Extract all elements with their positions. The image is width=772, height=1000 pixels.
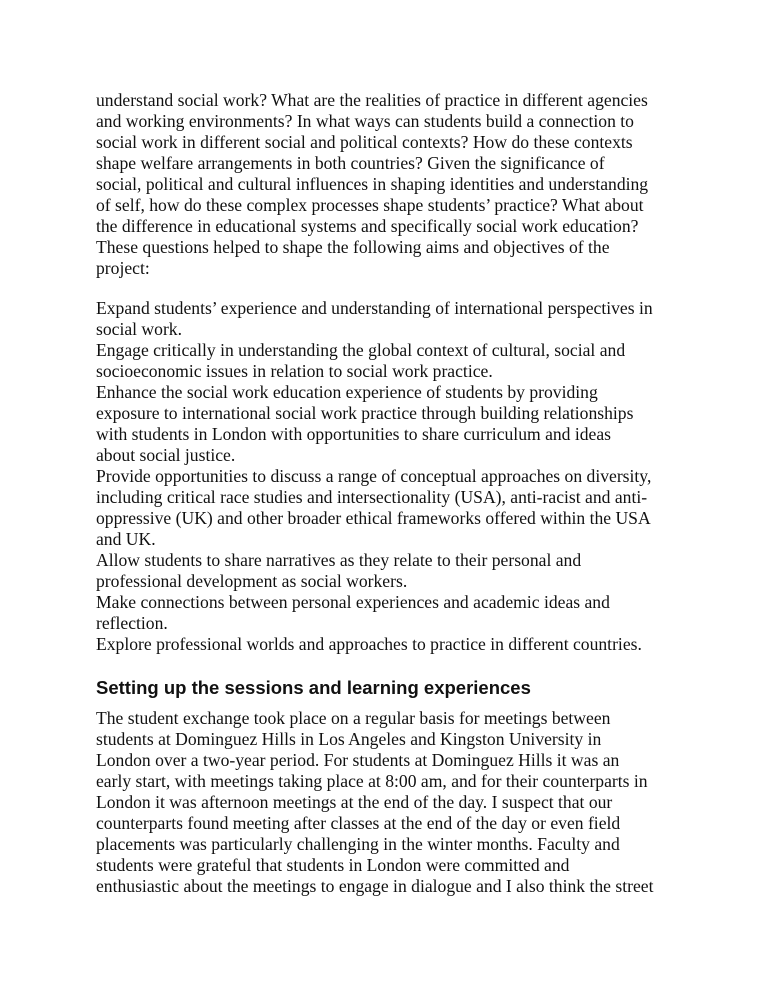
text-line: placements was particularly challenging in the winter months. Faculty and [96,834,620,854]
text-line: social work. [96,319,182,339]
objective-item [96,340,696,382]
objective-item [96,382,696,466]
section-heading: Setting up the sessions and learning experiences [96,677,531,698]
text-line: counterparts found meeting after classes at the end of the day or even field [96,813,621,833]
text-line: and UK. [96,529,156,549]
text-line: Make connections between personal experiences and academic ideas and [96,592,610,612]
text-line: understand social work? What are the realities of practice in different agencies [96,90,648,110]
text-line: shape welfare arrangements in both countries? Given the significance of [96,153,605,173]
objective-item [96,466,696,550]
text-line: enthusiastic about the meetings to engage in dialogue and I also think the street [96,876,654,896]
objective-item [96,634,696,655]
text-line: socioeconomic issues in relation to social work practice. [96,361,493,381]
text-line: early start, with meetings taking place at 8:00 am, and for their counterparts in [96,771,648,791]
text-line: London it was afternoon meetings at the end of the day. I suspect that our [96,792,613,812]
text-line: students were grateful that students in London were committed and [96,855,570,875]
objectives-list [96,298,696,655]
text-line: project: [96,258,150,278]
text-line: Provide opportunities to discuss a range of conceptual approaches on diversity, [96,466,652,486]
text-line: and working environments? In what ways can students build a connection to [96,111,634,131]
text-line: The student exchange took place on a regular basis for meetings between [96,708,611,728]
objective-item [96,550,696,592]
text-line: with students in London with opportunities to share curriculum and ideas [96,424,612,444]
text-line: These questions helped to shape the following aims and objectives of the [96,237,610,257]
text-line: including critical race studies and intersectionality (USA), anti-racist and anti- [96,487,648,507]
text-line: the difference in educational systems and specifically social work education? [96,216,639,236]
text-line: Enhance the social work education experience of students by providing [96,382,598,402]
text-line: about social justice. [96,445,236,465]
section-paragraph [96,708,696,897]
objective-item [96,592,696,634]
text-line: social, political and cultural influences in shaping identities and understanding [96,174,649,194]
text-line: Expand students’ experience and understanding of international perspectives in [96,298,653,318]
intro-paragraph [96,90,696,279]
text-line: professional development as social workers. [96,571,408,591]
text-line: of self, how do these complex processes shape students’ practice? What about [96,195,644,215]
text-line: exposure to international social work practice through building relationships [96,403,634,423]
text-line: Allow students to share narratives as they relate to their personal and [96,550,582,570]
text-line: Explore professional worlds and approaches to practice in different countries. [96,634,642,654]
text-line: oppressive (UK) and other broader ethical frameworks offered within the USA [96,508,651,528]
text-line: Engage critically in understanding the global context of cultural, social and [96,340,626,360]
text-line: students at Dominguez Hills in Los Angeles and Kingston University in [96,729,602,749]
text-line: social work in different social and political contexts? How do these contexts [96,132,633,152]
objective-item [96,298,696,340]
text-line: London over a two-year period. For students at Dominguez Hills it was an [96,750,620,770]
text-line: reflection. [96,613,168,633]
